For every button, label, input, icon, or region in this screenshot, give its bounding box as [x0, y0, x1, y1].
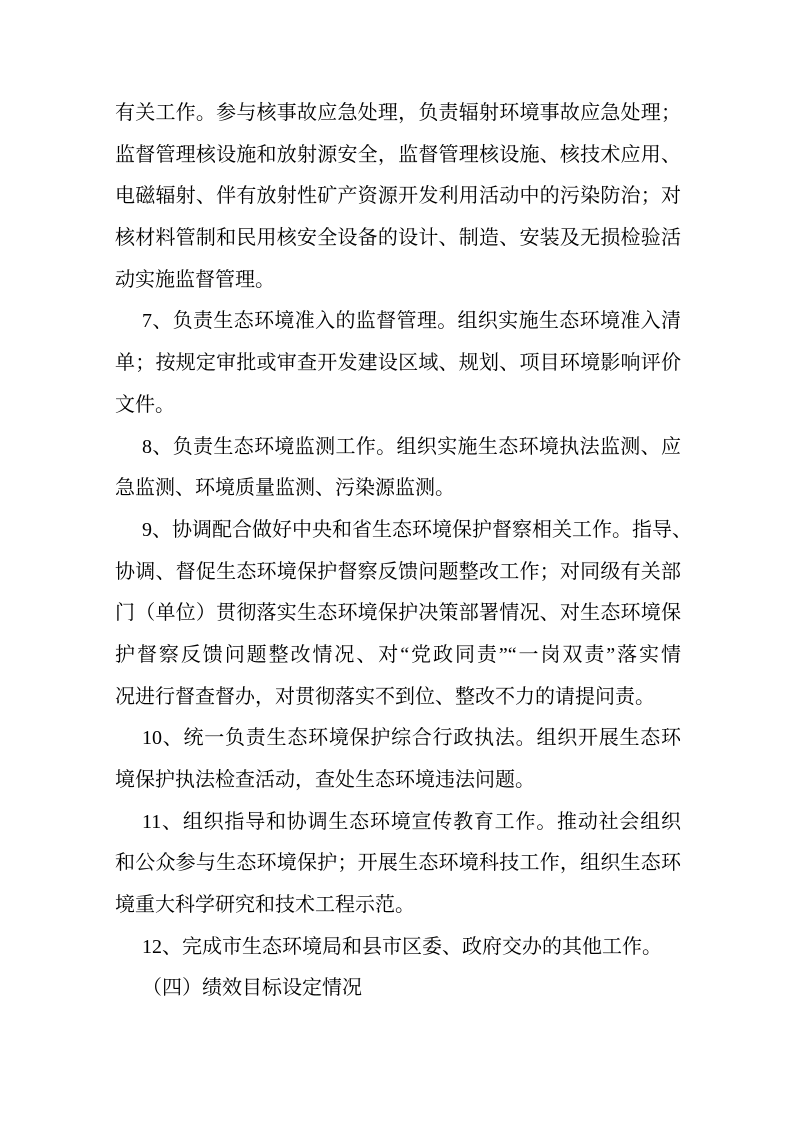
text-line: 急监测、环境质量监测、污染源监测。 [115, 477, 455, 500]
text-line: 协调、督促生态环境保护督察反馈问题整改工作；对同级有关部 [115, 560, 681, 583]
para-item9 [115, 510, 692, 718]
text-line: 9、协调配合做好中央和省生态环境保护督察相关工作。指导、 [142, 518, 692, 541]
text-line: 11、组织指导和协调生态环境宣传教育工作。推动社会组织 [142, 810, 681, 833]
text-line: 有关工作。参与核事故应急处理，负责辐射环境事故应急处理； [115, 102, 681, 124]
text-line: 和公众参与生态环境保护；开展生态环境科技工作，组织生态环 [115, 852, 681, 875]
text-line: 护督察反馈问题整改情况、对“党政同责”“一岗双责”落实情 [115, 643, 681, 666]
text-line: 12、完成市生态环境局和县市区委、政府交办的其他工作。 [142, 935, 662, 958]
text-line: 10、统一负责生态环境保护综合行政执法。组织开展生态环 [142, 727, 681, 750]
text-line: 境重大科学研究和技术工程示范。 [115, 894, 415, 917]
para-item7 [115, 301, 681, 426]
text-line: 8、负责生态环境监测工作。组织实施生态环境执法监测、应 [142, 435, 681, 458]
text-line: 核材料管制和民用核安全设备的设计、制造、安装及无损检验活 [115, 227, 681, 250]
text-line: 文件。 [115, 393, 175, 416]
para-item8 [115, 427, 681, 510]
text-line: 境保护执法检查活动，查处生态环境违法问题。 [115, 769, 535, 791]
text-line: （四）绩效目标设定情况 [142, 977, 362, 1000]
text-line: 况进行督查督办，对贯彻落实不到位、整改不力的请提问责。 [115, 685, 655, 708]
para-item11 [115, 802, 681, 927]
section-heading-4 [115, 968, 681, 1010]
text-line: 7、负责生态环境准入的监督管理。组织实施生态环境准入清 [142, 310, 681, 333]
text-line: 单；按规定审批或审查开发建设区域、规划、项目环境影响评价 [115, 352, 681, 375]
para-item10 [115, 718, 681, 801]
para-item12 [115, 927, 681, 969]
text-line: 门（单位）贯彻落实生态环境保护决策部署情况、对生态环境保 [115, 602, 681, 625]
para-item6-continuation [115, 93, 681, 301]
document-body [115, 93, 692, 1010]
text-line: 监督管理核设施和放射源安全，监督管理核设施、核技术应用、 [115, 143, 681, 166]
text-line: 电磁辐射、伴有放射性矿产资源开发利用活动中的污染防治；对 [115, 185, 681, 208]
text-line: 动实施监督管理。 [115, 268, 275, 291]
